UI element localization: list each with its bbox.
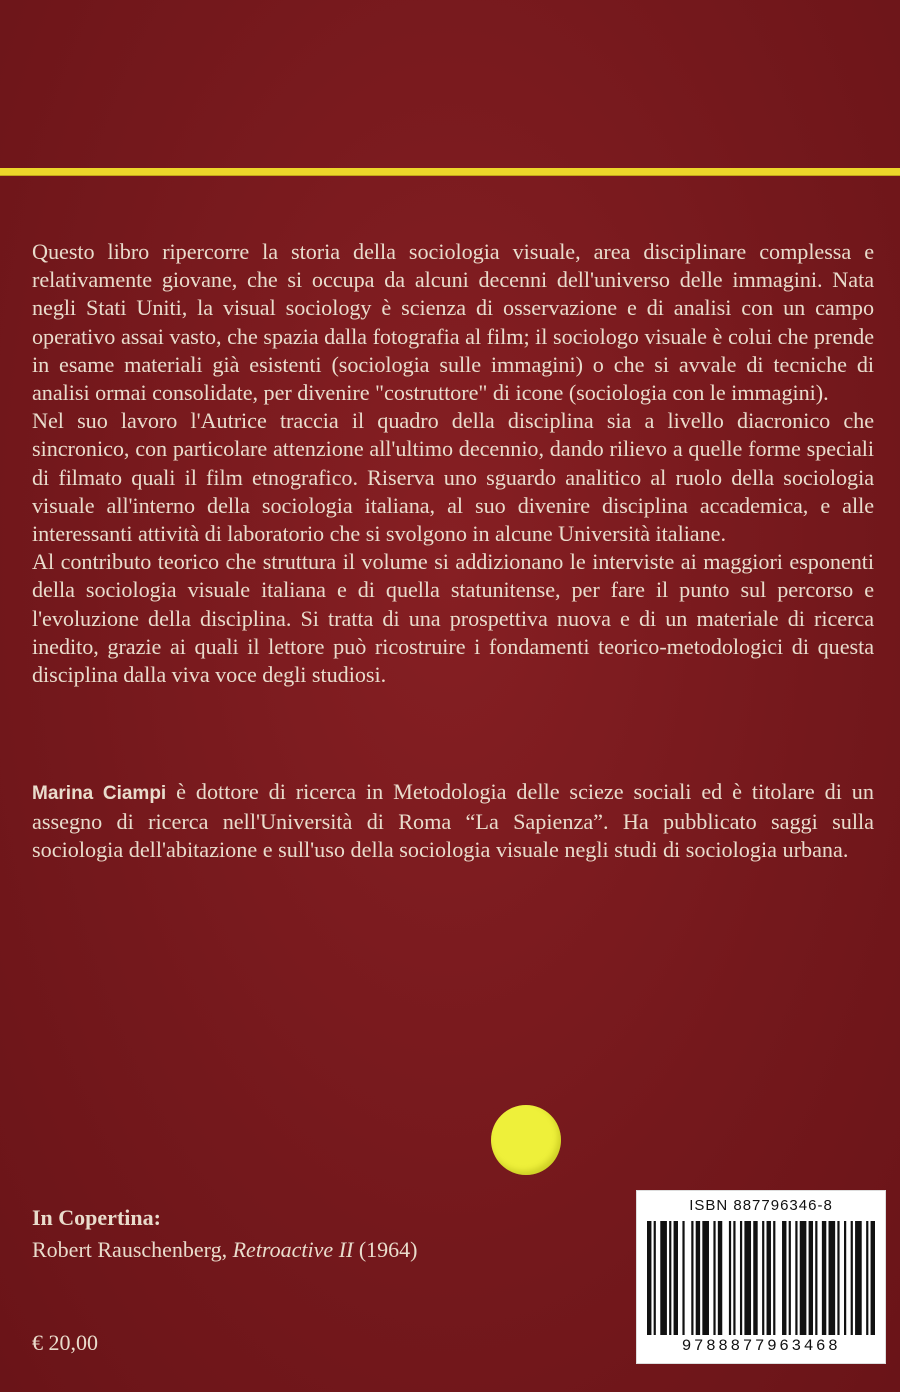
cover-credit xyxy=(32,1202,418,1266)
yellow-circle xyxy=(491,1105,561,1175)
description-paragraph-1: Questo libro ripercorre la storia della sociologia visuale, area disciplinare complessa e relativamente giovane, che si occupa da alcuni decenni dell'universo delle immagini. Nata negli Stati Uniti, la visual sociology è scienza di osservazione e di analisi con un campo operativo assai vasto, che spazia dalla fotografia al film; il sociologo visuale è colui che prende in esame materiali già esistenti (sociologia sulle immagini) o che si avvale di tecniche di analisi ormai consolidate, per divenire "costruttore" di icone (sociologia con le immagini). xyxy=(32,239,874,406)
ean-number: 9788877963468 xyxy=(681,1337,841,1355)
description-paragraph-3: Al contributo teorico che struttura il volume si addizionano le interviste ai maggiori esponenti della sociologia visuale italiana e di quella statunitense, per fare il punto sul percorso e l'evoluzione della disciplina. Si tratta di una prospettiva nuova e di un materiale di ricerca inedito, grazie ai quali il lettore può ricostruire i fondamenti teorico-metodologici di questa disciplina dalla viva voce degli studiosi. xyxy=(32,549,874,688)
cover-year: (1964) xyxy=(353,1237,418,1262)
barcode-icon xyxy=(647,1221,875,1335)
author-name: Marina Ciampi xyxy=(32,783,167,804)
cover-artist: Robert Rauschenberg, xyxy=(32,1237,233,1262)
cover-work-title: Retroactive II xyxy=(232,1237,354,1262)
yellow-stripe xyxy=(0,168,900,175)
author-bio-text: è dottore di ricerca in Metodologia delle scieze sociali ed è titolare di un assegno di ricerca nell'Università di Roma “La Sapienza”. Ha pubblicato saggi sulla sociologia dell'abitazione e sull'uso della sociologia visuale negli studi di sociologia urbana. xyxy=(32,779,874,863)
price: € 20,00 xyxy=(32,1330,98,1355)
description-paragraph-2: Nel suo lavoro l'Autrice traccia il quadro della disciplina sia a livello diacronico che sincronico, con particolare attenzione all'ultimo decennio, dando rilievo a quelle forme speciali di filmato quali il film etnografico. Riserva uno sguardo analitico al ruolo della sociologia visuale all'interno della sociologia italiana, al suo divenire disciplina accademica, e alle interessanti attività di laboratorio che si svolgono in alcune Università italiane. xyxy=(32,408,874,547)
author-bio-paragraph xyxy=(32,778,874,865)
cover-credit-label: In Copertina: xyxy=(32,1205,161,1230)
barcode-box xyxy=(636,1190,886,1364)
book-description xyxy=(32,238,874,689)
author-bio xyxy=(32,778,874,865)
isbn-label: ISBN 887796346-8 xyxy=(689,1197,833,1214)
cover-credit-line xyxy=(32,1234,418,1266)
